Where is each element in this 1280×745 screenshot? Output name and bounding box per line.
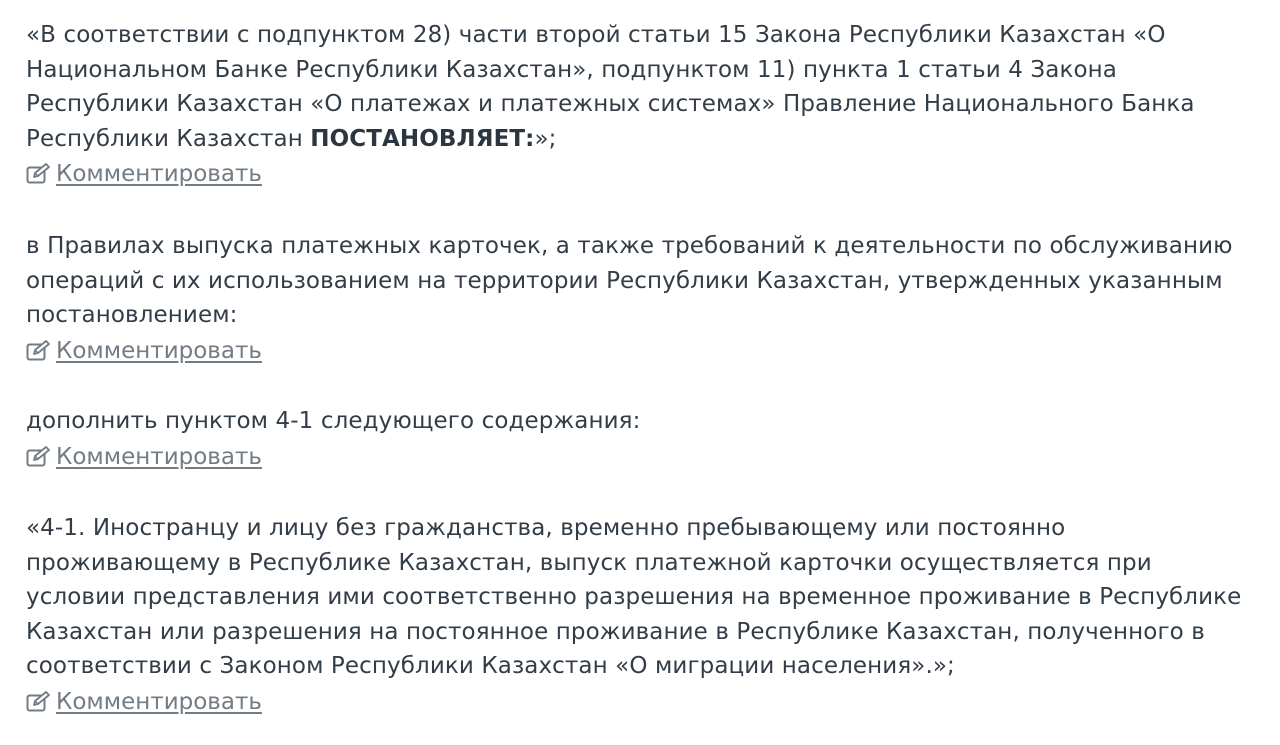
comment-link-label: Комментировать	[56, 161, 262, 187]
comment-link[interactable]	[26, 156, 262, 192]
paragraph-text-before: «В соответствии с подпунктом 28) части второй статьи 15 Закона Республики Казахстан «О Национальном Банке Республики Казахстан», подпунктом 11) пункта 1 статьи 4 Закона Республики Казахстан «О платежах и платежных системах» Правление Национального Банка Республики Казахстан	[26, 22, 1195, 152]
edit-icon	[26, 691, 52, 713]
paragraph-text: «4-1. Иностранцу и лицу без гражданства, временно пребывающему или постоянно проживающему в Республике Казахстан, выпуск платежной карточки осуществляется при условии представления ими соответственно разрешения на временное проживание в Республике Казахстан или разрешения на постоянное проживание в Республике Казахстан, полученного в соответствии с Законом Республики Казахстан «О миграции населения».»;	[26, 515, 1242, 679]
comment-link[interactable]	[26, 684, 262, 720]
edit-icon	[26, 446, 52, 468]
edit-icon	[26, 340, 52, 362]
paragraph-text: дополнить пунктом 4-1 следующего содержания:	[26, 408, 641, 434]
comment-link-label: Комментировать	[56, 337, 262, 364]
paragraph-block-4	[26, 511, 1256, 720]
paragraph-text-after: »;	[534, 125, 557, 152]
paragraph-block-2	[26, 229, 1256, 369]
paragraph-text: в Правилах выпуска платежных карточек, а также требований к деятельности по обслуживанию операций с их использованием на территории Республики Казахстан, утвержденных указанным постановлением:	[26, 233, 1233, 328]
paragraph-bold-text: ПОСТАНОВЛЯЕТ:	[310, 125, 535, 152]
comment-link[interactable]	[26, 333, 262, 369]
comment-link[interactable]	[26, 439, 262, 475]
comment-link-label: Комментировать	[56, 688, 262, 715]
paragraph-text	[26, 18, 1256, 156]
paragraph-block-3	[26, 404, 1256, 475]
comment-link-label: Комментировать	[56, 443, 262, 470]
paragraph-block-1	[26, 18, 1256, 192]
edit-icon	[26, 163, 52, 185]
